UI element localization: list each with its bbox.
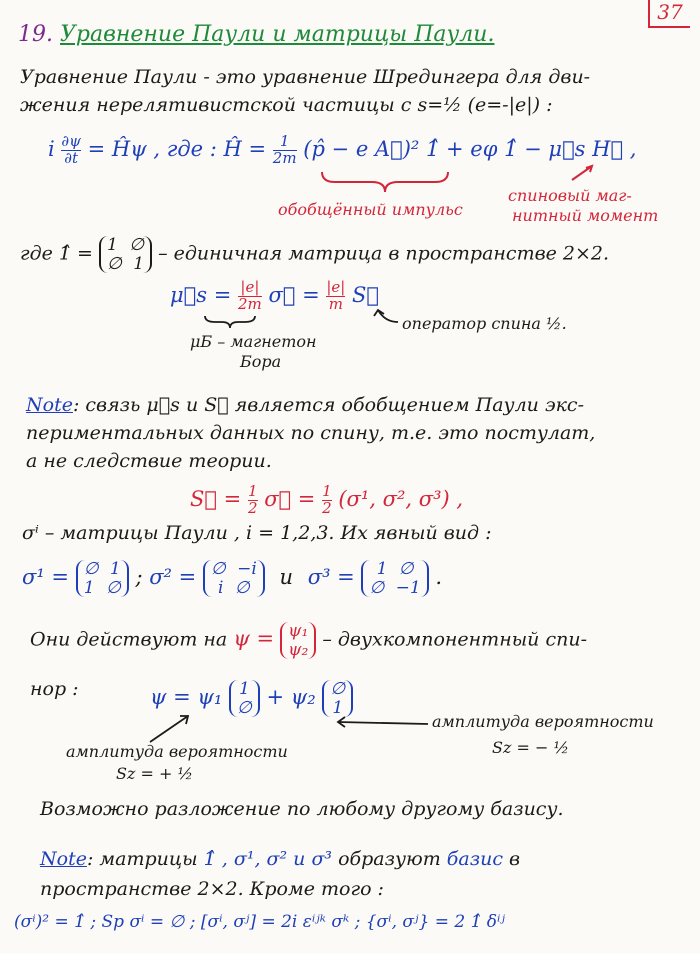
note2-text-d: базис [446, 848, 503, 870]
anno-spin-operator: оператор спина ½. [402, 314, 567, 333]
identity-row-2: ∅ 1 [107, 253, 145, 274]
half-1-num: 1 [247, 482, 258, 500]
page-number: 37 [648, 0, 690, 28]
identity-row-1: 1 ∅ [107, 235, 145, 255]
note1-line-2: периментальных данных по спину, т.е. это постулат, [26, 422, 596, 444]
sigma2-row-1: ∅ −i [210, 559, 257, 579]
ham-momentum: (p̂ − e A⃗)² 1̂ + eφ 1̂ [303, 136, 518, 161]
spin-rhs: (σ¹, σ², σ³) , [338, 486, 464, 511]
anno-generalized-momentum: обобщённый импульс [278, 200, 463, 219]
section-title-text: Уравнение Паули и матрицы Паули. [60, 22, 495, 47]
psi-row-1: ψ₁ [288, 621, 309, 641]
decomp-term-2: + ψ₂ [266, 685, 316, 710]
identity-pre: где 1̂ = [20, 242, 93, 265]
spin-s: S⃗ [352, 282, 380, 307]
spin-lhs: S⃗ = [190, 486, 242, 511]
bohr-frac-num: |e| [240, 278, 260, 296]
amp-left-arrow [150, 716, 188, 742]
half-1-den: 2 [247, 498, 258, 517]
bohr-brace [205, 316, 255, 328]
note1-label: Note [26, 394, 73, 416]
sigma3-row-1: 1 ∅ [376, 559, 414, 579]
anno-spin-moment-1: спиновый маг- [508, 186, 632, 205]
basis-down-row-2: 1 [332, 697, 344, 718]
end-dot: . [435, 565, 443, 590]
sigma1-row-2: 1 ∅ [83, 577, 121, 598]
amp-right-arrow [338, 722, 428, 724]
psi-label: ψ = [233, 626, 275, 651]
sigma3-label: σ³ = [307, 565, 355, 590]
amp-right-1: амплитуда вероятности [432, 712, 654, 731]
and-word: и [279, 565, 294, 590]
note2-text-c: образуют [338, 848, 441, 870]
anno-bohr-magneton: μБ – магнетон [190, 332, 317, 351]
eq-i: i [48, 136, 55, 161]
eq-frac-den: ∂t [61, 150, 81, 167]
anno-bohr: Бора [240, 352, 282, 371]
intro-line-2: жения нерелятивистской частицы с s=½ (e=-|e|) : [20, 94, 553, 116]
anno-spin-moment-2: нитный момент [512, 206, 659, 225]
ham-frac-num: 1 [279, 132, 290, 150]
basis-up-row-1: 1 [238, 679, 250, 699]
sep-semicolon: ; [135, 565, 143, 590]
sigma3-row-2: ∅ −1 [369, 577, 421, 598]
ham-frac-den: 2m [272, 148, 297, 167]
sigma1-label: σ¹ = [22, 565, 70, 590]
sigma2-row-2: i ∅ [218, 577, 250, 598]
half-2-den: 2 [322, 498, 332, 517]
note2-text-e: в [509, 848, 521, 870]
e-over-m-num: |e| [326, 278, 346, 296]
ham-spin-term: − μ⃗s H⃗ , [524, 136, 637, 161]
psi-row-2: ψ₂ [288, 639, 309, 660]
intro-line-1: Уравнение Паули - это уравнение Шредингера для дви- [20, 66, 591, 88]
e-over-m-den: m [326, 296, 345, 313]
note2-label: Note [40, 848, 87, 870]
eq-rhs: = Ĥψ , где : [87, 136, 217, 161]
spin-moment-arrow [572, 166, 592, 180]
amp-left-2: Sz = + ½ [116, 764, 193, 783]
pauli-matrices-text: σⁱ – матрицы Паули , i = 1,2,3. Их явный вид : [22, 522, 492, 544]
ham-start: Ĥ = [223, 136, 267, 161]
identity-post: – единичная матрица в пространстве 2×2. [158, 242, 610, 265]
half-2-num: 1 [322, 482, 332, 500]
decomp-term-1: ψ = ψ₁ [150, 685, 223, 710]
note2-text-b: 1̂ , σ¹, σ² и σ³ [203, 848, 333, 870]
amp-right-2: Sz = − ½ [492, 738, 569, 757]
basis-text: Возможно разложение по любому другому базису. [40, 798, 564, 820]
note1-line-3: а не следствие теории. [26, 450, 272, 472]
spinor-pre: Они действуют на [30, 628, 228, 651]
note2-line-2: пространстве 2×2. Кроме того : [40, 878, 384, 900]
amp-left-1: амплитуда вероятности [66, 742, 288, 761]
bohr-frac-den: 2m [238, 294, 262, 313]
sigma1-row-1: ∅ 1 [83, 559, 121, 579]
note2-text-a: : матрицы [86, 848, 198, 870]
sigma2-label: σ² = [149, 565, 197, 590]
note1-text-1: : связь μ⃗s и S⃗ является обобщением Паули экс- [72, 394, 584, 416]
basis-down-row-1: ∅ [330, 679, 346, 699]
basis-up-row-2: ∅ [237, 697, 252, 718]
note2-identities: (σⁱ)² = 1̂ ; Sp σⁱ = ∅ ; [σⁱ, σʲ] = 2i εⁱʲᵏ σᵏ ; {σⁱ, σʲ} = 2 1̂ δⁱʲ [14, 912, 505, 932]
eq-frac-num: ∂ψ [61, 132, 81, 150]
section-number: 19. [18, 22, 53, 47]
sigma-mid: σ⃗ = [268, 282, 320, 307]
momentum-brace [322, 172, 448, 192]
spin-mid: σ⃗ = [264, 486, 316, 511]
spinor-line-2: нор : [30, 678, 79, 700]
mu-s: μ⃗s = [170, 282, 232, 307]
spinor-post: – двухкомпонентный спи- [322, 628, 587, 651]
